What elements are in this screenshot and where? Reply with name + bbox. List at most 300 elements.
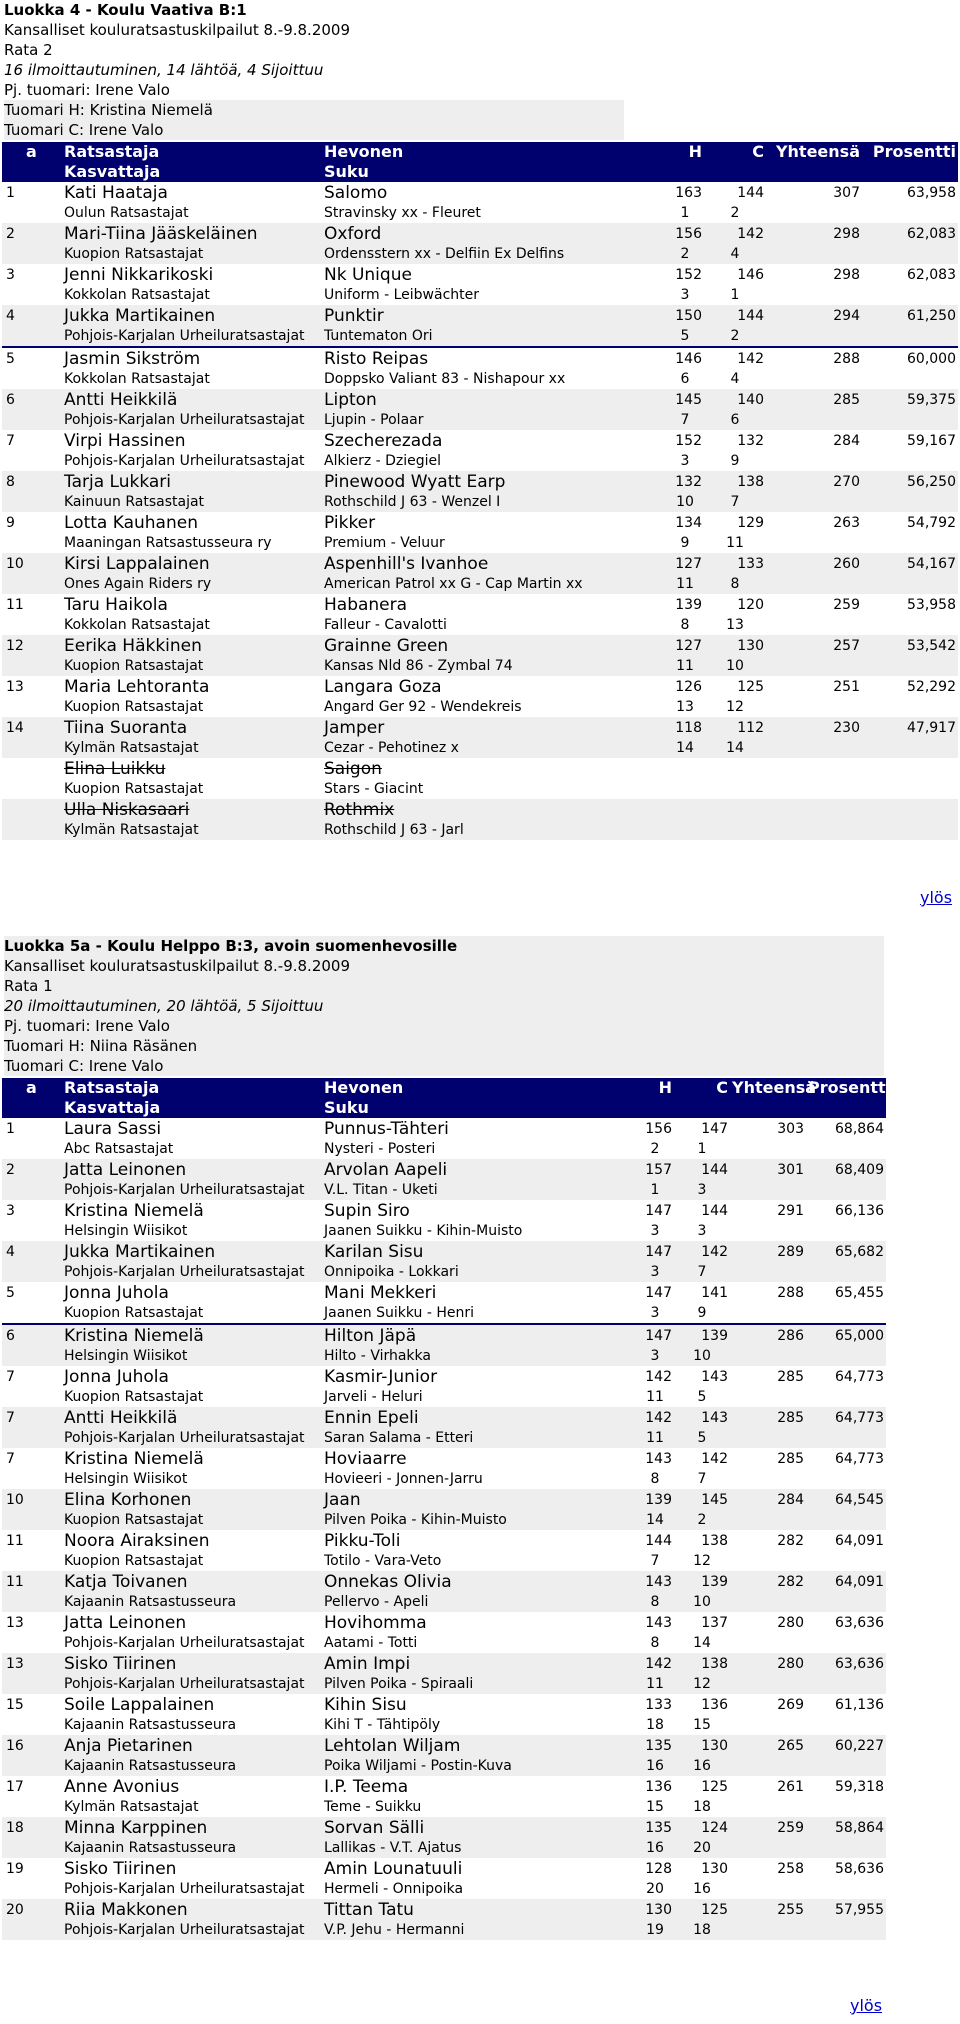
club-name: Kylmän Ratsastajat (64, 1799, 199, 1815)
percent-score: 59,375 (907, 392, 956, 408)
rank-h: 16 (646, 1758, 664, 1774)
pedigree: Jaanen Suikku - Henri (322, 1304, 612, 1324)
horse-name: Jamper (324, 718, 385, 738)
result-row-detail (2, 1222, 886, 1241)
pedigree: Stravinsky xx - Fleuret (324, 205, 481, 221)
score-c: 125 (737, 679, 764, 695)
club-name: Kylmän Ratsastajat (64, 740, 199, 756)
rank: 12 (6, 638, 24, 654)
result-row-detail (2, 821, 958, 840)
rank-c: 12 (726, 699, 744, 715)
rank-c: 5 (697, 1430, 707, 1446)
horse-name: Oxford (324, 224, 382, 244)
score-c: 136 (701, 1697, 728, 1713)
score-c: 142 (737, 351, 764, 367)
rank-h: 3 (680, 287, 690, 303)
club-name: Pohjois-Karjalan Urheiluratsastajat (64, 412, 305, 428)
horse-name: I.P. Teema (324, 1777, 409, 1797)
club-name: Kokkolan Ratsastajat (64, 371, 210, 387)
result-row-detail (2, 245, 958, 264)
club-name: Pohjois-Karjalan Urheiluratsastajat (64, 1264, 305, 1280)
horse-name: Sorvan Sälli (324, 1818, 425, 1838)
rank-c: 7 (730, 494, 740, 510)
total-score: 282 (777, 1533, 804, 1549)
rank-c: 8 (730, 576, 740, 592)
horse-name: Lehtolan Wiljam (324, 1736, 461, 1756)
total-score: 269 (777, 1697, 804, 1713)
pedigree: American Patrol xx G - Cap Martin xx (324, 576, 583, 592)
score-h: 135 (645, 1820, 672, 1836)
pedigree: Totilo - Vara-Veto (324, 1553, 442, 1569)
result-row (2, 389, 958, 411)
score-c: 144 (737, 185, 764, 201)
rider-name: Jatta Leinonen (64, 1160, 187, 1180)
total-score: 286 (777, 1328, 804, 1344)
rank-h: 8 (650, 1635, 660, 1651)
score-c: 138 (737, 474, 764, 490)
score-h: 133 (645, 1697, 672, 1713)
rank-c: 10 (693, 1594, 711, 1610)
rank: 6 (6, 392, 15, 408)
total-score: 257 (833, 638, 860, 654)
rank-h: 13 (676, 699, 694, 715)
col-header-horse: Hevonen (324, 142, 404, 161)
entry-stats: 20 ilmoittautuminen, 20 lähtöä, 5 Sijoittuu (4, 996, 884, 1016)
score-h: 127 (675, 638, 702, 654)
rider-name: Antti Heikkilä (64, 1408, 178, 1428)
pedigree: Lallikas - V.T. Ajatus (324, 1840, 462, 1856)
rider-name: Sisko Tiirinen (64, 1654, 177, 1674)
col-header-pedigree: Suku (324, 162, 369, 181)
judge-c: Tuomari C: Irene Valo (4, 120, 624, 140)
rank: 1 (6, 1121, 15, 1137)
horse-name: Supin Siro (324, 1201, 410, 1221)
total-score: 259 (777, 1820, 804, 1836)
total-score (766, 758, 862, 780)
percent-score: 62,083 (907, 226, 956, 242)
rank: 1 (6, 185, 15, 201)
col-header-h: H (688, 142, 702, 161)
pedigree: Hilto - Virhakka (324, 1348, 431, 1364)
score-c: 143 (701, 1369, 728, 1385)
percent-score: 52,292 (907, 679, 956, 695)
horse-name: Karilan Sisu (324, 1242, 424, 1262)
horse-name: Rothmix (324, 800, 395, 820)
club-name: Oulun Ratsastajat (64, 205, 189, 221)
percent-score: 53,542 (907, 638, 956, 654)
rider-name: Kristina Niemelä (64, 1201, 204, 1221)
total-score: 230 (833, 720, 860, 736)
result-row (2, 717, 958, 739)
percent-score: 64,091 (835, 1574, 884, 1590)
rank-h: 8 (680, 617, 690, 633)
rank-h (642, 780, 704, 799)
rider-name: Laura Sassi (64, 1119, 162, 1139)
percent-score: 54,167 (907, 556, 956, 572)
score-c: 144 (701, 1203, 728, 1219)
pedigree: Ordensstern xx - Delfiin Ex Delfins (324, 246, 565, 262)
total-score: 265 (777, 1738, 804, 1754)
rank: 9 (6, 515, 15, 531)
score-c: 143 (701, 1410, 728, 1426)
back-to-top-link[interactable]: ylös (920, 888, 953, 907)
score-h: 142 (645, 1656, 672, 1672)
rank-h: 1 (680, 205, 690, 221)
rank-c (704, 780, 766, 799)
percent-score: 57,955 (835, 1902, 884, 1918)
rank-c: 2 (704, 327, 766, 347)
horse-name: Pikker (324, 513, 376, 533)
col-header-total: Yhteensä (775, 142, 860, 161)
class-1-section (0, 0, 960, 907)
score-c: 125 (701, 1902, 728, 1918)
pedigree: Premium - Veluur (324, 535, 445, 551)
club-name: Helsingin Wiisikot (64, 1223, 188, 1239)
col-header-c: C (716, 1078, 728, 1097)
score-c: 138 (701, 1656, 728, 1672)
total-score: 258 (777, 1861, 804, 1877)
rank-c: 3 (697, 1182, 707, 1198)
rank: 11 (6, 1574, 24, 1590)
result-row (2, 305, 958, 327)
pedigree: Angard Ger 92 - Wendekreis (324, 699, 522, 715)
rank-c: 5 (697, 1389, 707, 1405)
club-name: Pohjois-Karjalan Urheiluratsastajat (64, 1430, 305, 1446)
total-score: 280 (777, 1615, 804, 1631)
entry-stats: 16 ilmoittautuminen, 14 lähtöä, 4 Sijoittuu (4, 61, 324, 79)
result-row (2, 676, 958, 698)
rank-c: 13 (726, 617, 744, 633)
club-name: Kajaanin Ratsastusseura (64, 1840, 237, 1856)
rider-name: Tarja Lukkari (64, 472, 171, 492)
result-row (2, 1899, 886, 1921)
rank-c: 1 (697, 1141, 707, 1157)
rider-name: Antti Heikkilä (64, 390, 178, 410)
rank: 3 (6, 1203, 15, 1219)
club-name: Pohjois-Karjalan Urheiluratsastajat (64, 1922, 305, 1938)
rank: 11 (6, 1533, 24, 1549)
rank-c: 10 (726, 658, 744, 674)
club-name: Helsingin Wiisikot (64, 1471, 188, 1487)
total-score: 280 (777, 1656, 804, 1672)
judge-h: Tuomari H: Niina Räsänen (4, 1036, 884, 1056)
table-header-row-2 (2, 162, 958, 182)
rider-name: Jasmin Sikström (64, 349, 201, 369)
rank (2, 799, 62, 821)
result-row (2, 1366, 886, 1388)
score-h: 146 (675, 351, 702, 367)
pedigree: Saran Salama - Etteri (324, 1430, 474, 1446)
rank-c: 11 (726, 535, 744, 551)
percent-score: 53,958 (907, 597, 956, 613)
rank-c: 14 (726, 740, 744, 756)
result-row-detail (2, 1263, 886, 1282)
rank: 7 (6, 433, 15, 449)
result-row-detail (2, 534, 958, 553)
horse-name: Jaan (324, 1490, 361, 1510)
percent-score: 63,958 (907, 185, 956, 201)
percent-score: 59,318 (835, 1779, 884, 1795)
score-h: 126 (675, 679, 702, 695)
result-row-detail (2, 1593, 886, 1612)
result-row (2, 1448, 886, 1470)
rank-c: 4 (730, 371, 740, 387)
score-h: 134 (675, 515, 702, 531)
rank-h: 11 (676, 576, 694, 592)
pedigree: Doppsko Valiant 83 - Nishapour xx (324, 371, 566, 387)
horse-name: Tittan Tatu (324, 1900, 414, 1920)
result-row (2, 1612, 886, 1634)
pedigree: Pellervo - Apeli (324, 1594, 429, 1610)
club-name: Kuopion Ratsastajat (64, 1553, 204, 1569)
rank: 19 (6, 1861, 24, 1877)
result-row (2, 1858, 886, 1880)
rank: 13 (6, 679, 24, 695)
total-score: 294 (833, 308, 860, 324)
score-h: 156 (675, 226, 702, 242)
rank-c: 3 (697, 1223, 707, 1239)
rank-h: 3 (650, 1264, 660, 1280)
rank-c: 14 (693, 1635, 711, 1651)
score-c: 140 (737, 392, 764, 408)
total-score: 251 (833, 679, 860, 695)
total-score: 298 (833, 267, 860, 283)
rank-c: 16 (693, 1881, 711, 1897)
score-h: 147 (645, 1328, 672, 1344)
rank-c: 9 (674, 1304, 730, 1324)
percent-score: 58,636 (835, 1861, 884, 1877)
rank: 13 (6, 1656, 24, 1672)
result-row-detail (2, 1921, 886, 1940)
rank-h: 8 (650, 1471, 660, 1487)
table-header-row-2 (2, 1098, 886, 1118)
result-row-detail (2, 1634, 886, 1653)
score-c: 145 (701, 1492, 728, 1508)
result-row (2, 1282, 886, 1304)
class-2-section (0, 936, 960, 2015)
pedigree: Cezar - Pehotinez x (324, 740, 459, 756)
rank: 7 (6, 1369, 15, 1385)
score-h: 136 (645, 1779, 672, 1795)
back-to-top-link[interactable]: ylös (850, 1996, 883, 2015)
percent-score: 54,792 (907, 515, 956, 531)
rank-c: 16 (693, 1758, 711, 1774)
horse-name: Mani Mekkeri (324, 1283, 437, 1303)
result-row-detail (2, 1470, 886, 1489)
rank: 5 (6, 1285, 15, 1301)
result-row-detail (2, 1880, 886, 1899)
rider-name: Lotta Kauhanen (64, 513, 198, 533)
total-score: 298 (833, 226, 860, 242)
table-header-row-1 (2, 142, 958, 162)
rank-h: 6 (680, 371, 690, 387)
score-c: 133 (737, 556, 764, 572)
col-header-c: C (752, 142, 764, 161)
rank: 4 (6, 1244, 15, 1260)
total-score (766, 799, 862, 821)
rank-h: 11 (646, 1430, 664, 1446)
result-row (2, 635, 958, 657)
rider-name: Mari-Tiina Jääskeläinen (64, 224, 258, 244)
club-name: Kuopion Ratsastajat (64, 1389, 204, 1405)
club-name: Kajaanin Ratsastusseura (64, 1758, 237, 1774)
result-row (2, 1694, 886, 1716)
total-score: 288 (833, 351, 860, 367)
club-name: Kuopion Ratsastajat (64, 246, 204, 262)
score-c: 142 (701, 1244, 728, 1260)
rank: 20 (6, 1902, 24, 1918)
horse-name: Kihin Sisu (324, 1695, 407, 1715)
rank-c: 6 (730, 412, 740, 428)
horse-name: Salomo (324, 183, 388, 203)
score-h: 157 (645, 1162, 672, 1178)
rank-c: 2 (697, 1512, 707, 1528)
club-name: Kokkolan Ratsastajat (64, 617, 210, 633)
rank-c: 2 (730, 205, 740, 221)
score-h: 147 (645, 1285, 672, 1301)
score-c: 139 (701, 1574, 728, 1590)
col-header-rank: a (26, 1078, 37, 1097)
rank: 18 (6, 1820, 24, 1836)
horse-name: Saigon (324, 759, 382, 779)
result-row-detail (2, 1716, 886, 1735)
pedigree: Rothschild J 63 - Wenzel I (324, 494, 501, 510)
horse-name: Kasmir-Junior (324, 1367, 438, 1387)
result-row (2, 553, 958, 575)
score-h: 163 (675, 185, 702, 201)
total-score: 285 (777, 1451, 804, 1467)
total-score: 259 (833, 597, 860, 613)
rider-name: Kristina Niemelä (64, 1326, 204, 1346)
score-h: 144 (645, 1533, 672, 1549)
result-row (2, 1530, 886, 1552)
score-h: 152 (675, 267, 702, 283)
percent-score: 58,864 (835, 1820, 884, 1836)
rider-name: Maria Lehtoranta (64, 677, 210, 697)
result-row (2, 1324, 886, 1347)
rank-c: 20 (693, 1840, 711, 1856)
percent-score: 59,167 (907, 433, 956, 449)
club-name: Kuopion Ratsastajat (64, 1512, 204, 1528)
result-row (2, 1241, 886, 1263)
rider-name: Elina Luikku (64, 759, 166, 779)
rank-h: 11 (676, 658, 694, 674)
percent-score: 65,682 (835, 1244, 884, 1260)
total-score: 285 (833, 392, 860, 408)
col-header-rank: a (26, 142, 37, 161)
rider-name: Riia Makkonen (64, 1900, 188, 1920)
rank-h: 3 (650, 1223, 660, 1239)
pedigree: Ljupin - Polaar (324, 412, 424, 428)
rank-c: 18 (693, 1922, 711, 1938)
judge-h: Tuomari H: Kristina Niemelä (4, 100, 624, 120)
score-c: 120 (737, 597, 764, 613)
rank: 11 (6, 597, 24, 613)
rider-name: Elina Korhonen (64, 1490, 192, 1510)
score-h: 139 (645, 1492, 672, 1508)
table-header-row-1 (2, 1078, 886, 1098)
result-row (2, 1159, 886, 1181)
result-row (2, 1489, 886, 1511)
result-row (2, 1571, 886, 1593)
rider-name: Jukka Martikainen (64, 1242, 216, 1262)
club-name: Kuopion Ratsastajat (64, 781, 204, 797)
rank: 15 (6, 1697, 24, 1713)
rank-c (704, 821, 766, 840)
pedigree: Jarveli - Heluri (324, 1389, 423, 1405)
rank-h: 18 (646, 1717, 664, 1733)
score-h: 135 (645, 1738, 672, 1754)
total-score: 284 (833, 433, 860, 449)
col-header-percent: Prosentti (872, 142, 956, 161)
result-row-detail (2, 452, 958, 471)
result-row-detail (2, 1304, 886, 1324)
col-header-rider: Ratsastaja (64, 142, 160, 161)
total-score: 270 (833, 474, 860, 490)
rank: 14 (6, 720, 24, 736)
result-row (2, 182, 958, 204)
total-score: 260 (833, 556, 860, 572)
club-name: Pohjois-Karjalan Urheiluratsastajat (64, 1182, 305, 1198)
rank: 3 (6, 267, 15, 283)
rank-h (642, 821, 704, 840)
total-score: 285 (777, 1369, 804, 1385)
total-score: 291 (777, 1203, 804, 1219)
col-header-percent: Prosentti (808, 1078, 892, 1097)
percent-score: 62,083 (907, 267, 956, 283)
rank-h: 19 (646, 1922, 664, 1938)
total-score: 288 (777, 1285, 804, 1301)
score-h: 127 (675, 556, 702, 572)
horse-name: Grainne Green (324, 636, 449, 656)
rider-name: Anja Pietarinen (64, 1736, 193, 1756)
club-name: Kuopion Ratsastajat (64, 658, 204, 674)
rider-name: Soile Lappalainen (64, 1695, 215, 1715)
rank: 10 (6, 556, 24, 572)
rank: 16 (6, 1738, 24, 1754)
rank: 7 (6, 1410, 15, 1426)
score-h: 147 (645, 1203, 672, 1219)
pedigree: Stars - Giacint (324, 781, 424, 797)
pedigree: Falleur - Cavalotti (324, 617, 447, 633)
rider-name: Sisko Tiirinen (64, 1859, 177, 1879)
rank-h: 2 (680, 246, 690, 262)
score-h: 130 (645, 1902, 672, 1918)
score-c: 129 (737, 515, 764, 531)
rider-name: Tiina Suoranta (64, 718, 188, 738)
percent-score: 56,250 (907, 474, 956, 490)
rank-h: 9 (680, 535, 690, 551)
rider-name: Jatta Leinonen (64, 1613, 187, 1633)
percent-score: 60,227 (835, 1738, 884, 1754)
result-row (2, 594, 958, 616)
total-score: 282 (777, 1574, 804, 1590)
result-row-detail (2, 204, 958, 223)
result-row-detail (2, 1511, 886, 1530)
rider-name: Noora Airaksinen (64, 1531, 210, 1551)
result-row (2, 223, 958, 245)
club-name: Kuopion Ratsastajat (64, 699, 204, 715)
club-name: Kainuun Ratsastajat (64, 494, 205, 510)
result-row-detail (2, 327, 958, 347)
pedigree: V.L. Titan - Uketi (324, 1182, 438, 1198)
pedigree: Poika Wiljami - Postin-Kuva (324, 1758, 512, 1774)
result-row (2, 1735, 886, 1757)
result-row-detail (2, 286, 958, 305)
rank-c: 4 (730, 246, 740, 262)
total-score: 285 (777, 1410, 804, 1426)
rank-c: 18 (693, 1799, 711, 1815)
